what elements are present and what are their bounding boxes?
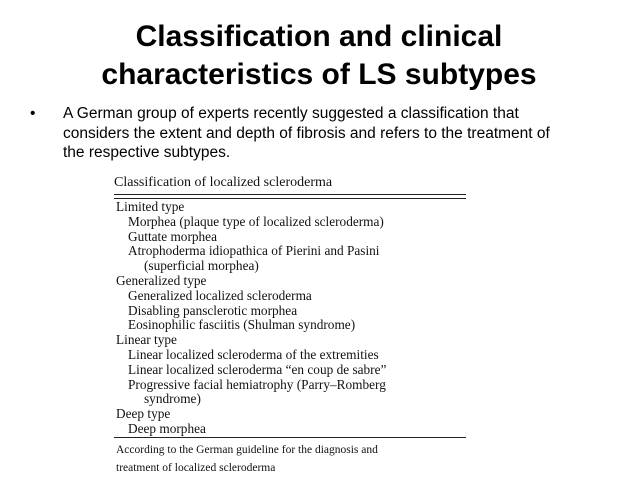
group-title: Generalized type: [116, 272, 207, 288]
bullet-text-line-3: the respective subtypes.: [63, 144, 231, 161]
list-item: Progressive facial hemiatrophy (Parry–Romberg: [128, 376, 386, 392]
classification-list: [114, 200, 474, 437]
list-item: Linear localized scleroderma “en coup de sabre”: [128, 361, 387, 377]
list-item: Deep morphea: [128, 420, 206, 436]
bullet-text: [63, 104, 615, 163]
source-divider: [114, 437, 466, 438]
group-limited-type: [114, 200, 474, 274]
list-item: Disabling pansclerotic morphea: [128, 302, 298, 318]
bullet-icon: •: [30, 105, 36, 122]
list-item: Atrophoderma idiopathica of Pierini and Pasini: [128, 243, 380, 259]
group-deep-type: [114, 407, 474, 437]
list-item: Generalized localized scleroderma: [128, 287, 312, 303]
group-generalized-type: [114, 274, 474, 333]
list-item-continuation: (superficial morphea): [144, 258, 259, 274]
list-item: Linear localized scleroderma of the extremities: [128, 346, 379, 362]
list-item-continuation: syndrome): [144, 391, 201, 407]
figure-source-line-1: According to the German guideline for the diagnosis and: [116, 443, 378, 456]
bullet-text-line-2: considers the extent and depth of fibrosis and refers to the treatment of: [63, 124, 550, 142]
slide-title-line-1: Classification and clinical: [135, 20, 503, 53]
bullet-point: [30, 104, 615, 163]
bullet-text-line-1: A German group of experts recently suggested a classification that: [63, 105, 519, 122]
list-item: Guttate morphea: [128, 228, 217, 244]
group-linear-type: [114, 333, 474, 407]
figure-caption: Classification of localized scleroderma: [114, 175, 333, 190]
slide-title: [40, 18, 598, 94]
slide-title-line-2: characteristics of LS subtypes: [101, 58, 537, 91]
classification-figure: [114, 174, 474, 477]
list-item: Eosinophilic fasciitis (Shulman syndrome): [128, 317, 356, 333]
figure-source: [114, 441, 474, 477]
group-title: Limited type: [116, 199, 185, 214]
figure-source-line-2: treatment of localized scleroderma: [116, 461, 276, 474]
group-title: Linear type: [116, 332, 177, 348]
list-item: Morphea (plaque type of localized scleroderma): [128, 213, 384, 229]
group-title: Deep type: [116, 406, 171, 422]
